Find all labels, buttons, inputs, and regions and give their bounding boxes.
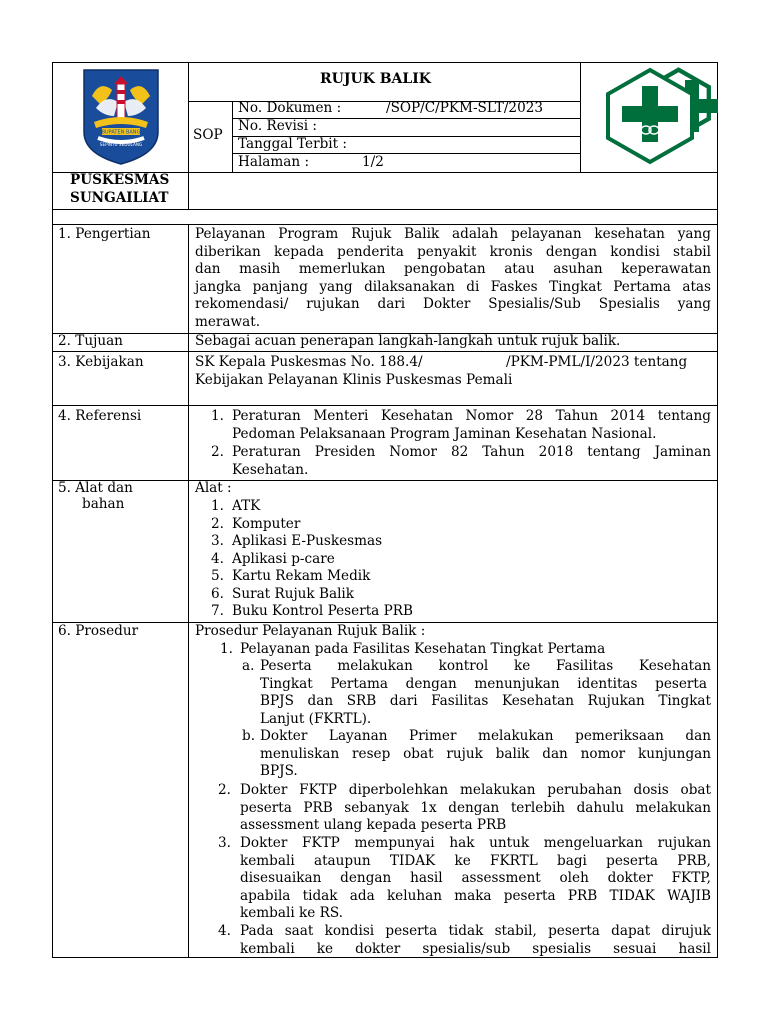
prosedur-step-num: 3. [218,835,231,851]
kebijakan-title: Kebijakan Pelayanan Klinis Puskesmas Pemali [195,372,513,388]
substep-a-line: BPJS dan SRB dari Fasilitas Kesehatan Rujukan Tingkat [260,693,711,709]
alat-num: 2. [211,515,224,532]
sop-document [52,62,718,958]
step4-line: Pada saat kondisi peserta tidak stabil, peserta dapat dirujuk [240,923,711,939]
alat-num: 5. [211,568,224,584]
step2-line: peserta PRB sebanyak 1x dengan terlebih dahulu melakukan [240,799,711,816]
step3-line: apabila tidak ada keluhan maka peserta PRB TIDAK WAJIB [240,887,711,904]
referensi-num: 1. [211,408,224,424]
step3-line: Dokter FKTP mempunyai hak untuk mengeluarkan rujukan [240,835,711,851]
kebijakan-sk-suffix: /PKM-PML/I/2023 tentang [506,354,688,370]
alat-item: Aplikasi p-care [232,550,335,567]
pengertian-line: dan masih memerlukan pengobatan atau asuhan keperawatan [195,261,711,277]
alat-num: 3. [211,533,224,549]
field-halaman-label: Halaman : [238,154,310,170]
alat-intro: Alat : [195,480,232,496]
tujuan-text: Sebagai acuan penerapan langkah-langkah untuk rujuk balik. [195,333,621,349]
section-label-alat-line2: bahan [82,496,125,512]
substep-mark: b. [242,728,256,744]
substep-a-line: Lanjut (FKRTL). [260,710,372,727]
field-halaman-value: 1/2 [362,154,384,170]
section-label-alat: 5. Alat dan [58,480,133,496]
alat-item: Kartu Rekam Medik [232,568,371,584]
prosedur-step-num: 2. [218,782,231,798]
referensi-item: Peraturan Menteri Kesehatan Nomor 28 Tahun 2014 tentang [232,408,711,424]
step3-line: disesuaikan dengan hasil assessment oleh dokter FKTP, [240,870,711,886]
field-tanggal-terbit-label: Tanggal Terbit : [238,136,348,152]
alat-item: Aplikasi E-Puskesmas [232,533,383,549]
alat-num: 1. [211,498,224,514]
org-name: PUSKESMAS [70,172,170,188]
prosedur-step-num: 1. [220,640,233,657]
step2-line: Dokter FKTP diperbolehkan melakukan perubahan dosis obat [240,782,711,798]
alat-item: ATK [232,498,261,514]
alat-num: 6. [211,585,224,602]
field-no-dokumen-value: /SOP/C/PKM-SLT/2023 [386,100,544,116]
substep-mark: a. [242,658,255,674]
pengertian-line: Pelayanan Program Rujuk Balik adalah pelayanan kesehatan yang [195,226,711,242]
alat-num: 4. [211,550,224,567]
referensi-item: Kesehatan. [232,462,309,478]
substep-a-line: Peserta melakukan kontrol ke Fasilitas Kesehatan [260,658,711,674]
section-label-tujuan: 2. Tujuan [58,333,123,349]
substep-b-line: BPJS. [260,763,298,779]
section-label-prosedur: 6. Prosedur [58,623,139,639]
svg-text:KABUPATEN BANGKA: KABUPATEN BANGKA [94,129,148,136]
pengertian-line: diberikan kepada penderita penyakit kronis dengan kondisi stabil [195,243,711,260]
alat-item: Buku Kontrol Peserta PRB [232,603,413,619]
puskesmas-logo [600,64,718,168]
step4-line: kembali ke dokter spesialis/sub spesialis sesuai hasil [240,940,711,957]
section-label-pengertian: 1. Pengertian [58,226,151,242]
pengertian-line: merawat. [195,313,261,330]
field-no-revisi-label: No. Revisi : [238,118,318,134]
alat-item: Komputer [232,515,301,532]
field-no-dokumen-label: No. Dokumen : [238,100,342,116]
prosedur-step-text: Pelayanan pada Fasilitas Kesehatan Tingkat Pertama [240,640,606,657]
svg-text:SEPINTU SEDULANG: SEPINTU SEDULANG [99,142,143,147]
referensi-num: 2. [211,444,224,460]
substep-a-line: Tingkat Pertama dengan menunjukan identitas peserta [260,675,707,692]
prosedur-step-num: 4. [218,923,231,939]
sop-label: SOP [193,127,223,143]
step3-line: kembali ke RS. [240,905,343,921]
pengertian-line: jangka panjang yang dilaksanakan di Faskes Tingkat Pertama atas [195,278,711,295]
regency-emblem-logo [78,66,164,166]
org-name-line2: SUNGAILIAT [70,190,169,206]
referensi-item: Peraturan Presiden Nomor 82 Tahun 2018 tentang Jaminan [232,444,711,460]
step2-line: assessment ulang kepada peserta PRB [240,817,507,833]
section-label-kebijakan: 3. Kebijakan [58,354,144,370]
section-label-referensi: 4. Referensi [58,408,142,424]
step3-line: kembali ataupun TIDAK ke FKRTL bagi peserta PRB, [240,852,711,869]
prosedur-intro: Prosedur Pelayanan Rujuk Balik : [195,623,426,639]
document-title: RUJUK BALIK [320,71,431,87]
substep-b-line: menuliskan resep obat rujuk balik dan nomor kunjungan [260,745,711,762]
alat-item: Surat Rujuk Balik [232,585,354,602]
kebijakan-sk-number: SK Kepala Puskesmas No. 188.4/ [195,354,423,370]
substep-b-line: Dokter Layanan Primer melakukan pemeriksaan dan [260,728,711,744]
alat-num: 7. [211,603,224,619]
pengertian-line: rekomendasi/ rujukan dari Dokter Spesialis/Sub Spesialis yang [195,296,711,312]
referensi-item: Pedoman Pelaksanaan Program Jaminan Kesehatan Nasional. [232,426,657,442]
